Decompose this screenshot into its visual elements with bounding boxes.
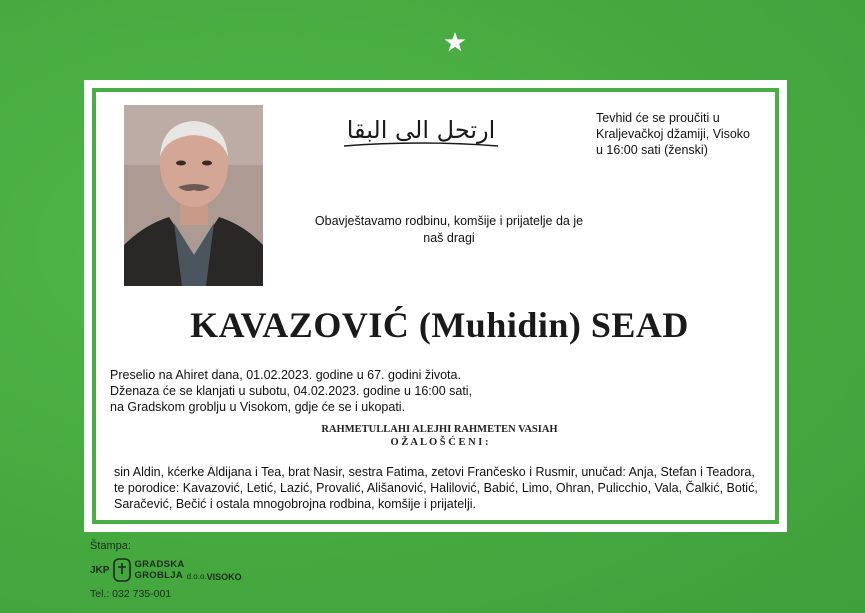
logo-line: GROBLJA [134,570,184,581]
funeral-details [110,367,530,415]
prayer-heading [96,423,783,449]
logo-doo: d.o.o. [186,572,207,581]
intro-text [284,213,614,247]
details-line: na Gradskom groblju u Visokom, gdje će se i ukopati. [110,400,406,414]
tevhid-line: Kraljevačkoj džamiji, Visoko [596,127,750,141]
notice-border [92,88,779,524]
printer-logo [90,558,242,582]
logo-jkp: JKP [90,564,110,576]
mourners-line: Saračević, Bečić i ostala mnogobrojna rodbina, komšije i prijatelji. [114,497,476,511]
printer-phone: Tel.: 032 735-001 [90,588,172,600]
tevhid-line: u 16:00 sati (ženski) [596,143,708,157]
gravestone-icon [113,558,131,582]
deceased-photo [124,105,263,286]
mourners-line: sin Aldin, kćerke Aldijana i Tea, brat Nasir, sestra Fatima, zetovi Frančesko i Rusmir, unučad: Anja, Stefan i Teadora, [114,465,755,479]
logo-text [134,559,184,581]
rahmet-text: RAHMETULLAHI ALEJHI RAHMETEN VASIAH [321,424,558,435]
tevhid-line: Tevhid će se proučiti u [596,111,720,125]
logo-city: VISOKO [206,572,242,582]
stampa-label: Štampa: [90,540,131,552]
details-line: Dženaza će se klanjati u subotu, 04.02.2023. godine u 16:00 sati, [110,384,473,398]
intro-line: Obavještavamo rodbinu, komšije i prijatelje da je [314,214,584,228]
arabic-calligraphy [336,106,506,157]
crescent-star-icon [400,6,470,75]
mourners-list [114,464,782,512]
tevhid-info [596,110,766,158]
notice-card [84,80,787,532]
logo-line: GRADSKA [134,559,185,570]
intro-line: naš dragi [423,231,475,245]
mourners-line: te porodice: Kavazović, Letić, Lazić, Provalić, Ališanović, Halilović, Babić, Limo, Ohran, Pulicchio, Vala, Čalkić, Botić, [114,481,758,495]
svg-text:ارتحل الى البقا: ارتحل الى البقا [346,116,496,144]
printer-footer [90,540,242,600]
ozaloseni-heading: O Ž A L O Š Ć E N I : [390,437,489,448]
details-line: Preselio na Ahiret dana, 01.02.2023. godine u 67. godini života. [110,368,461,382]
deceased-name: KAVAZOVIĆ (Muhidin) SEAD [190,305,689,345]
